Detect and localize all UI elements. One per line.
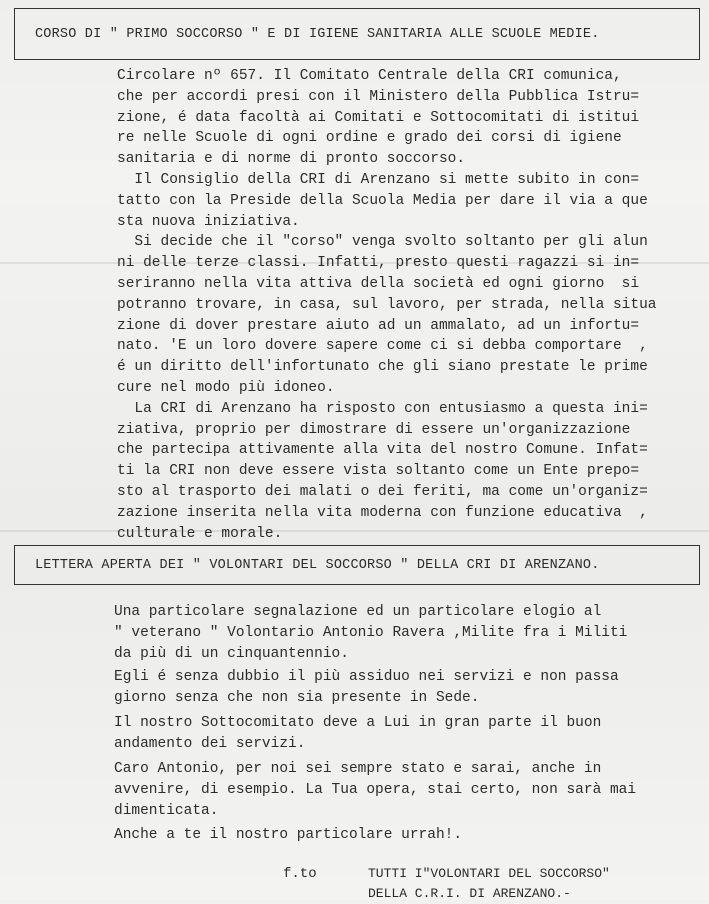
article-line: re nelle Scuole di ogni ordine e grado dei corsi di igiene [117,130,622,147]
letter-paragraph-1: Una particolare segnalazione ed un particolare elogio al " veterano " Volontario Antonio Ravera ,Milite fra i Militi da più di un cinquantennio. [114,604,628,662]
article-line: sanitaria e di norme di pronto soccorso. [117,151,466,168]
article-line: zazione inserita nella vita moderna con funzione educativa , [117,504,648,521]
letter-paragraph-4: Caro Antonio, per noi sei sempre stato e sarai, anche in avvenire, di esempio. La Tua opera, stai certo, non sarà mai dimenticata. [114,761,637,819]
letter-paragraph-2: Egli é senza dubbio il più assiduo nei servizi e non passa giorno senza che non sia presente in Sede. [114,669,619,706]
article-line: La CRI di Arenzano ha risposto con entusiasmo a questa ini= [117,400,648,417]
article-line: cure nel modo più idoneo. [117,379,335,396]
letter-paragraph-3: Il nostro Sottocomitato deve a Lui in gran parte il buon andamento dei servizi. [114,715,602,752]
letter-paragraph-5: Anche a te il nostro particolare urrah!. [114,827,463,843]
article-line: ti la CRI non deve essere vista soltanto come un Ente prepo= [117,463,640,480]
article-line: Si decide che il "corso" venga svolto soltanto per gli alun [117,234,648,251]
article-line: ni delle terze classi. Infatti, presto questi ragazzi si in= [117,255,640,272]
article-line: nato. 'E un loro dovere sapere come ci si debba comportare , [117,338,648,355]
article-line: seriranno nella vita attiva della società ed ogni giorno si [117,275,640,292]
letter-header: LETTERA APERTA DEI " VOLONTARI DEL SOCCORSO " DELLA CRI DI ARENZANO. [14,545,700,585]
signature-text: TUTTI I"VOLONTARI DEL SOCCORSO" DELLA C.R.I. DI ARENZANO.- [368,866,610,901]
article-line: culturale e morale. [117,525,283,542]
article-line: che partecipa attivamente alla vita del nostro Comune. Infat= [117,442,648,459]
signature-label: f.to [283,866,317,882]
article-line: Circolare nº 657. Il Comitato Centrale della CRI comunica, [117,68,622,84]
article-line: Il Consiglio della CRI di Arenzano si mette subito in con= [117,171,640,188]
article-line: zione, é data facoltà ai Comitati e Sottocomitati di istitui [117,109,640,126]
article-line: sto al trasporto dei malati o dei feriti, ma come un'organiz= [117,483,648,500]
article-line: tatto con la Preside della Scuola Media per dare il via a que [117,192,648,209]
article-line: che per accordi presi con il Ministero della Pubblica Istru= [117,88,640,105]
article-line: é un diritto dell'infortunato che gli siano prestate le prime [117,359,648,376]
article-header: CORSO DI " PRIMO SOCCORSO " E DI IGIENE SANITARIA ALLE SCUOLE MEDIE. [14,8,700,60]
article-line: ziativa, proprio per dimostrare di essere un'organizzazione [117,421,631,438]
article-body [117,66,657,544]
article-line: potranno trovare, in casa, sul lavoro, per strada, nella situa [117,296,657,313]
article-line: zione di dover prestare aiuto ad un ammalato, ad un infortu= [117,317,640,334]
article-line: sta nuova iniziativa. [117,213,300,230]
